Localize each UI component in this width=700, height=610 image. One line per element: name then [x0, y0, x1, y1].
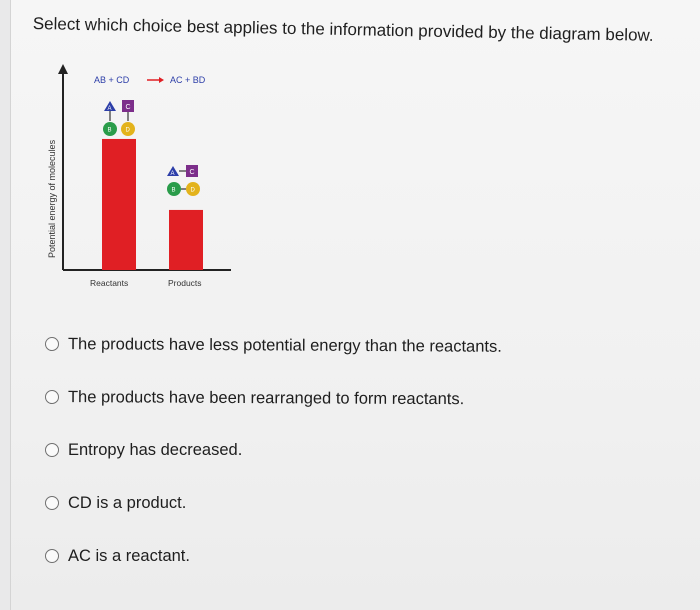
radio-button[interactable] — [45, 443, 59, 457]
x-label-reactants: Reactants — [90, 278, 129, 288]
product-molecules — [167, 165, 200, 196]
option-label: Entropy has decreased. — [68, 440, 243, 459]
products-bar — [169, 210, 203, 270]
question-text: Select which choice best applies to the information provided by the diagram below. — [32, 14, 654, 45]
answer-option-3[interactable] — [45, 440, 665, 460]
b-label: B — [171, 187, 176, 194]
d-label: D — [190, 187, 195, 194]
x-label-products: Products — [168, 278, 202, 288]
c-label: C — [189, 169, 195, 176]
reaction-arrow-icon — [159, 77, 164, 83]
reactant-molecules — [103, 100, 135, 136]
a-label: A — [170, 171, 175, 177]
a-label: A — [107, 106, 112, 112]
radio-button[interactable] — [45, 390, 59, 404]
question-page — [10, 0, 700, 610]
radio-button[interactable] — [45, 337, 59, 351]
answer-option-1[interactable] — [45, 334, 665, 358]
reactants-bar — [102, 139, 136, 270]
radio-button[interactable] — [45, 549, 59, 563]
y-axis-label: Potential energy of molecules — [47, 139, 57, 258]
equation-reactants: AB + CD — [94, 75, 130, 85]
radio-button[interactable] — [45, 496, 59, 510]
answer-option-2[interactable] — [45, 387, 665, 410]
b-label: B — [107, 127, 112, 134]
answer-option-5[interactable] — [45, 546, 665, 566]
c-label: C — [125, 104, 131, 111]
y-axis-arrow-icon — [58, 64, 68, 74]
equation-products: AC + BD — [170, 75, 206, 85]
answer-option-4[interactable] — [45, 493, 665, 513]
d-label: D — [125, 127, 130, 134]
option-label: AC is a reactant. — [68, 546, 190, 565]
option-label: The products have less potential energy than the reactants. — [67, 334, 502, 356]
answer-options — [45, 334, 665, 599]
energy-diagram — [41, 58, 241, 298]
option-label: CD is a product. — [68, 493, 187, 512]
option-label: The products have been rearranged to form reactants. — [67, 387, 465, 408]
